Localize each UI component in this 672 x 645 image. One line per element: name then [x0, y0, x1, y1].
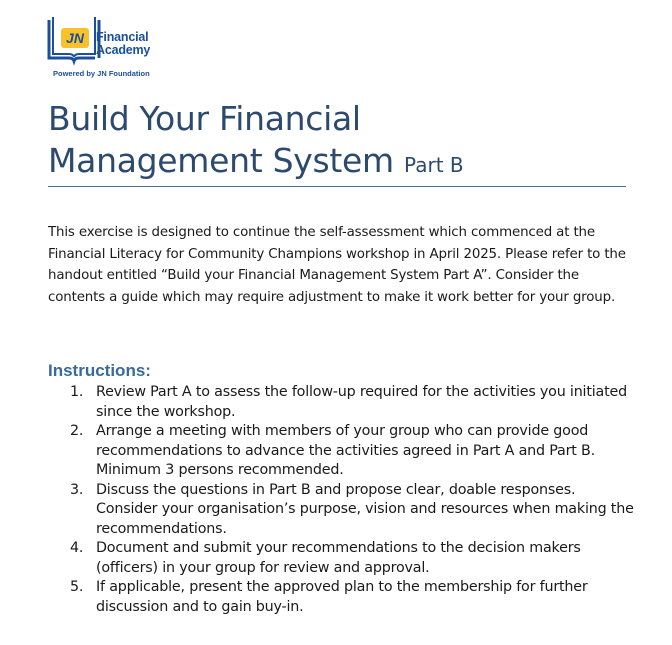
title-divider [48, 186, 626, 187]
instructions-list [48, 383, 638, 617]
list-item [48, 539, 638, 578]
item-text: Arrange a meeting with members of your group who can provide good recommendations to advance the activities agreed in Part A and Part B. Minimum 3 persons recommended. [96, 423, 595, 478]
logo-line2: Academy [96, 43, 151, 57]
item-number: 1. [70, 384, 84, 400]
item-number: 5. [70, 579, 84, 595]
intro-paragraph: This exercise is designed to continue the self-assessment which commenced at the Financial Literacy for Community Champions workshop in April 2025. Please refer to the handout entitled “Build your Financial Management System Part A”. Consider the contents a guide which may require adjustment to make it work better for your group. [48, 225, 626, 305]
item-text: If applicable, present the approved plan to the membership for further discussion and to gain buy-in. [96, 579, 588, 615]
item-number: 2. [70, 423, 84, 439]
item-number: 4. [70, 540, 84, 556]
logo-powered-by: Powered by JN Foundation [53, 69, 150, 78]
list-item [48, 481, 638, 540]
title-line2: Management System [48, 141, 394, 180]
instructions-heading: Instructions: [48, 361, 151, 380]
page-title [48, 98, 626, 186]
logo-badge-text: JN [66, 30, 84, 46]
item-number: 3. [70, 481, 84, 498]
list-item [48, 422, 638, 481]
logo-line1: Financial [96, 30, 149, 44]
title-part: Part B [404, 153, 464, 177]
title-line1: Build Your Financial [48, 99, 361, 138]
item-text: Document and submit your recommendations to the decision makers (officers) in your group for review and approval. [96, 540, 581, 576]
list-item [48, 383, 638, 422]
list-item [48, 578, 638, 617]
item-text: Review Part A to assess the follow-up required for the activities you initiated since the workshop. [96, 384, 627, 420]
jn-financial-academy-logo [47, 14, 162, 80]
item-text: Discuss the questions in Part B and propose clear, doable responses. Consider your organisation’s purpose, vision and resources when making the recommendations. [96, 481, 634, 537]
logo-wordmark [96, 31, 150, 57]
